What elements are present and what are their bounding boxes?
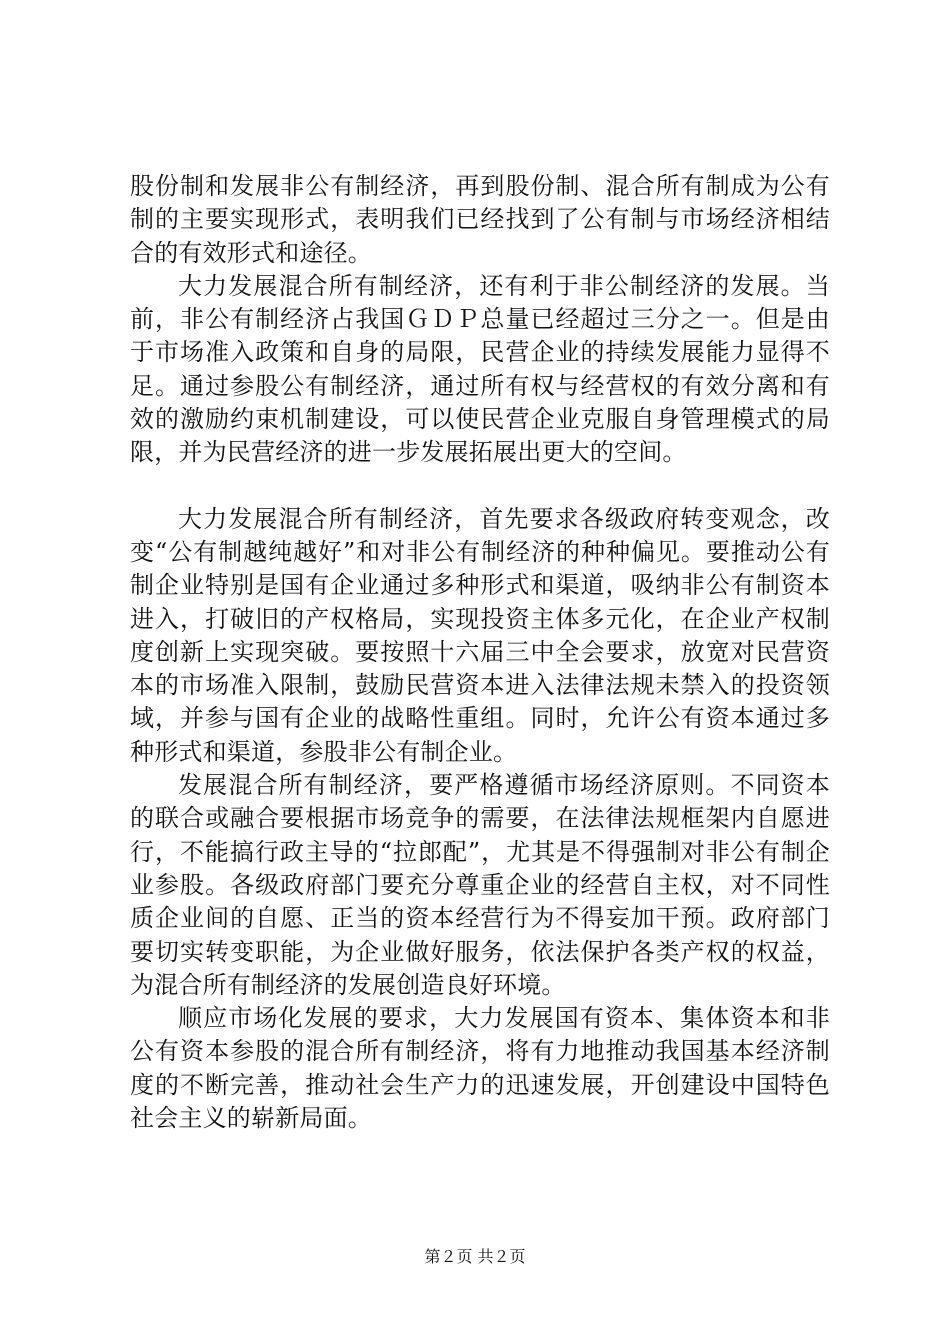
document-body bbox=[130, 170, 830, 1135]
paragraph-non-public-economy: 大力发展混合所有制经济，还有利于非公制经济的发展。当前，非公有制经济占我国ＧＤＰ总量已经超过三分之一。但是由于市场准入政策和自身的局限，民营企业的持续发展能力显得不足。通过参股公有制经济，通过所有权与经营权的有效分离和有效的激励约束机制建设，可以使民营企业克服自身管理模式的局限，并为民营经济的进一步发展拓展出更大的空间。 bbox=[130, 271, 830, 467]
page-footer: 第２页 共２页 bbox=[424, 1247, 526, 1266]
paragraph-conclusion: 顺应市场化发展的要求，大力发展国有资本、集体资本和非公有资本参股的混合所有制经济，将有力地推动我国基本经济制度的不断完善，推动社会生产力的迅速发展，开创建设中国特色社会主义的崭新局面。 bbox=[130, 1004, 830, 1133]
paragraph-government-role: 大力发展混合所有制经济，首先要求各级政府转变观念，改变“公有制越纯越好”和对非公有制经济的种种偏见。要推动公有制企业特别是国有企业通过多种形式和渠道，吸纳非公有制资本进入，打破旧的产权格局，实现投资主体多元化，在企业产权制度创新上实现突破。要按照十六届三中全会要求，放宽对民营资本的市场准入限制，鼓励民营资本进入法律法规未禁入的投资领域，并参与国有企业的战略性重组。同时，允许公有资本通过多种形式和渠道，参股非公有制企业。 bbox=[130, 504, 830, 766]
paragraph-continuation: 股份制和发展非公有制经济，再到股份制、混合所有制成为公有制的主要实现形式，表明我们已经找到了公有制与市场经济相结合的有效形式和途径。 bbox=[130, 172, 830, 267]
paragraph-market-principles: 发展混合所有制经济，要严格遵循市场经济原则。不同资本的联合或融合要根据市场竞争的需要，在法律法规框架内自愿进行，不能搞行政主导的“拉郎配”，尤其是不得强制对非公有制企业参股。各级政府部门要充分尊重企业的经营自主权，对不同性质企业间的自愿、正当的资本经营行为不得妄加干预。政府部门要切实转变职能，为企业做好服务，依法保护各类产权的权益，为混合所有制经济的发展创造良好环境。 bbox=[130, 771, 830, 999]
